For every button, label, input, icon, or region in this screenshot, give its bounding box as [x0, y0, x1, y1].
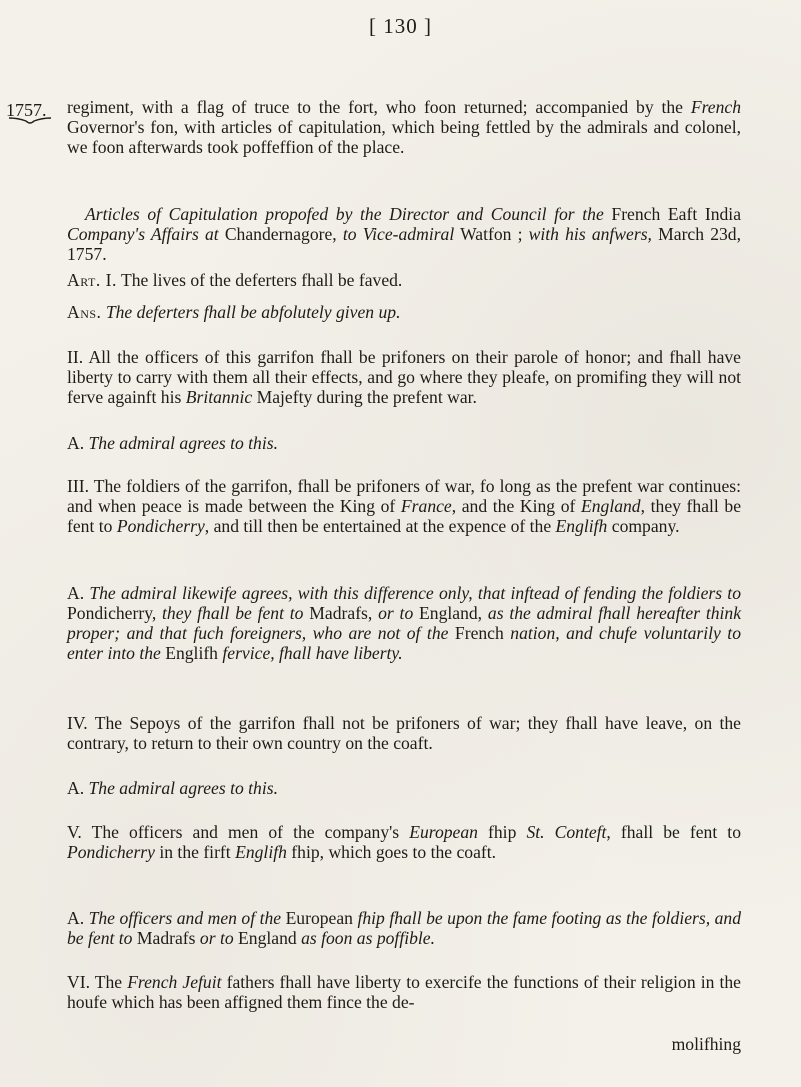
margin-brace [8, 116, 52, 126]
article-3: III. The foldiers of the garrifon, fhall be prifoners of war, fo long as the prefent war continues: and when peace is made between the King of France, and the King of England, they fhall be fent to Pondicherry, and till then be entertained at the expence of the Englifh company. [67, 476, 742, 536]
article-6: VI. The French Jefuit fathers fhall have liberty to exercife the functions of their religion in the houfe which has been affigned them fince the de- [67, 972, 741, 1012]
article-5: V. The officers and men of the company's European fhip St. Conteft, fhall be fent to Pondicherry in the firft Englifh fhip, which goes to the coaft. [67, 822, 741, 862]
answer-3: A. The admiral likewife agrees, with this difference only, that inftead of fending the foldiers to Pondicherry, they fhall be fent to Madrafs, or to England, as the admiral fhall hereafter think proper; and that fuch foreigners, who are not of the French nation, and chufe voluntarily to enter into the Englifh fervice, fhall have liberty. [67, 583, 742, 663]
article-2: II. All the officers of this garrifon fhall be prifoners on their parole of honor; and fhall have liberty to carry with them all their effects, and go where they pleafe, on promifing they will not ferve againft his Britannic Majefty during the prefent war. [67, 347, 741, 407]
page-number: [ 130 ] [369, 14, 432, 38]
articles-title: Articles of Capitulation propofed by the Director and Council for the French Eaft India Company's Affairs at Chandernagore, to Vice-admiral Watfon ; with his anfwers, March 23d, 1757. [67, 204, 742, 264]
answer-2: A. The admiral agrees to this. [67, 433, 278, 453]
intro-paragraph: regiment, with a flag of truce to the fort, who foon returned; accompanied by the French Governor's fon, with articles of capitulation, which being fettled by the admirals and colonel, we foon afterwards took poffeffion of the place. [67, 97, 741, 157]
margin-year: 1757. [6, 100, 47, 120]
answer-5: A. The officers and men of the European fhip fhall be upon the fame footing as the foldiers, and be fent to Madrafs or to England as foon as poffible. [67, 908, 741, 948]
answer-4: A. The admiral agrees to this. [67, 778, 278, 798]
article-1: Art. I. The lives of the deferters fhall be faved. [67, 270, 403, 290]
article-4: IV. The Sepoys of the garrifon fhall not be prifoners of war; they fhall have leave, on the contrary, to return to their own country on the coaft. [67, 713, 741, 753]
answer-1: Ans. The deferters fhall be abfolutely given up. [67, 302, 401, 322]
catchword: molifhing [671, 1034, 741, 1054]
